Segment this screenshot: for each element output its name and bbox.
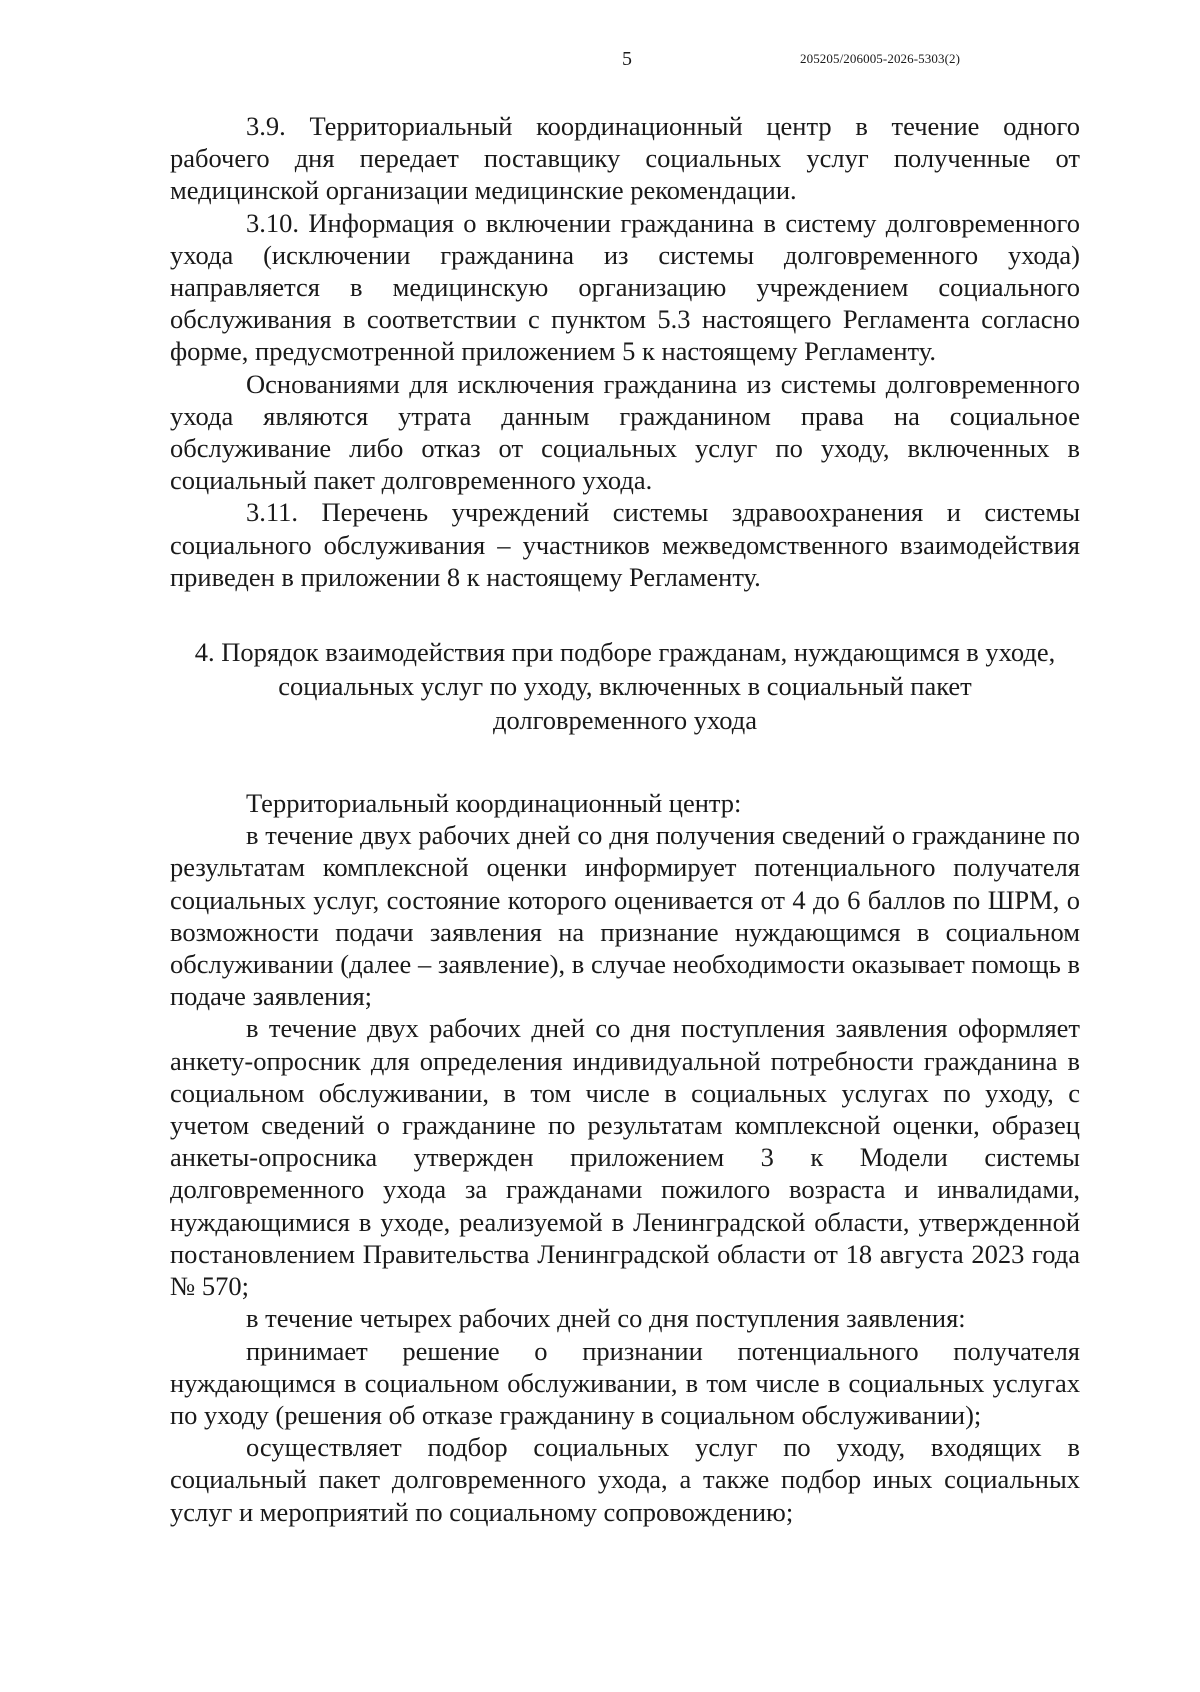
paragraph-questionnaire: в течение двух рабочих дней со дня поступления заявления оформляет анкету-опросник для определения индивидуальной потребности гражданина в социальном обслуживании, в том числе в социальных услугах по уходу, с учетом сведений о гражданине по результатам комплексной оценки, образец анкеты-опросника утвержден приложением 3 к Модели системы долговременного ухода за гражданами пожилого возраста и инвалидами, нуждающимися в уходе, реализуемой в Ленинградской области, утвержденной постановлением Правительства Ленинградской области от 18 августа 2023 года № 570;	[170, 1013, 1080, 1302]
page-number: 5	[622, 48, 632, 70]
spacer	[170, 737, 1080, 787]
paragraph-exclusion-grounds: Основаниями для исключения гражданина из системы долговременного ухода являются утрата данным гражданином права на социальное обслуживание либо отказ от социальных услуг по уходу, включенных в социальный пакет долговременного ухода.	[170, 368, 1080, 496]
paragraph-3-11: 3.11. Перечень учреждений системы здравоохранения и системы социального обслуживания – участников межведомственного взаимодействия приведен в приложении 8 к настоящему Регламенту.	[170, 497, 1080, 592]
paragraph-center-intro: Территориальный координационный центр:	[246, 788, 742, 819]
document-code: 205205/206005-2026-5303(2)	[800, 51, 961, 66]
section-heading: 4. Порядок взаимодействия при подборе гражданам, нуждающимся в уходе, социальных услуг по уходу, включенных в социальный пакет долговременного ухода	[194, 637, 1056, 736]
paragraph-3-9: 3.9. Территориальный координационный центр в течение одного рабочего дня передает поставщику социальных услуг полученные от медицинской организации медицинские рекомендации.	[170, 111, 1080, 206]
paragraph-selection: осуществляет подбор социальных услуг по уходу, входящих в социальный пакет долговременного ухода, а также подбор иных социальных услуг и мероприятий по социальному сопровождению;	[170, 1432, 1080, 1527]
paragraph-decision: принимает решение о признании потенциального получателя нуждающимся в социальном обслуживании, в том числе в социальных услугах по уходу (решения об отказе гражданину в социальном обслуживании);	[170, 1335, 1080, 1430]
paragraph-3-10: 3.10. Информация о включении гражданина в систему долговременного ухода (исключении гражданина из системы долговременного ухода) направляется в медицинскую организацию учреждением социального обслуживания в соответствии с пунктом 5.3 настоящего Регламента согласно форме, предусмотренной приложением 5 к настоящему Регламенту.	[170, 207, 1080, 367]
paragraph-four-days: в течение четырех рабочих дней со дня поступления заявления:	[246, 1303, 966, 1334]
paragraph-inform-recipient: в течение двух рабочих дней со дня получения сведений о гражданине по результатам комплексной оценки информирует потенциального получателя социальных услуг, состояние которого оценивается от 4 до 6 баллов по ШРМ, о возможности подачи заявления на признание нуждающимся в социальном обслуживании (далее – заявление), в случае необходимости оказывает помощь в подаче заявления;	[170, 820, 1080, 1012]
document-body	[170, 110, 1080, 1528]
spacer	[170, 593, 1080, 635]
